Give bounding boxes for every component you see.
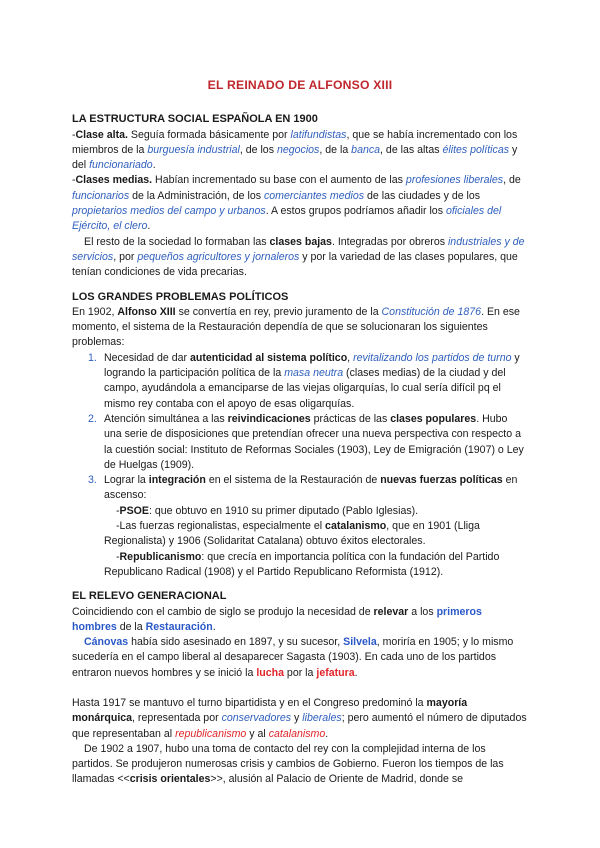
document-page: [72, 78, 528, 788]
section-heading-relevo: EL RELEVO GENERACIONAL: [72, 590, 227, 603]
paragraph-relevo-intro: Coincidiendo con el cambio de siglo se produjo la necesidad de relevar a los primeros hombres de la Restauración.: [72, 605, 482, 633]
paragraph-crisis: De 1902 a 1907, hubo una toma de contacto del rey con la complejidad interna de los partidos. Se produjeron numerosas crisis y cambios de Gobierno. Fueron los tiempos de las llamadas <<crisis orientales>>, alusión al Palacio de Oriente de Madrid, donde se: [72, 742, 504, 786]
section-heading-problemas: LOS GRANDES PROBLEMAS POLÍTICOS: [72, 290, 289, 303]
paragraph-clases-medias: -Clases medias. Habían incrementado su base con el aumento de las profesiones liberales, de funcionarios de la Administración, de los comerciantes medios de las ciudades y de los propietarios medios del campo y urbanos. A estos grupos podríamos añadir los oficiales del Ejército, el clero.: [72, 174, 521, 233]
sub-item-psoe: -PSOE: que obtuvo en 1910 su primer diputado (Pablo Iglesias).: [116, 504, 419, 517]
sub-list: [72, 504, 528, 580]
sub-item-republicanismo: -Republicanismo: que crecía en importancia política con la fundación del Partido Republicano Radical (1908) y el Partido Republicano Reformista (1912).: [104, 550, 500, 578]
section-heading-social: LA ESTRUCTURA SOCIAL ESPAÑOLA EN 1900: [72, 113, 318, 126]
sub-item-regionalistas: -Las fuerzas regionalistas, especialmente el catalanismo, que en 1901 (Lliga Regionalista) y 1906 (Solidaritat Catalana) obtuvo éxitos electorales.: [104, 520, 480, 548]
list-item: 3. Lograr la integración en el sistema de la Restauración de nuevas fuerzas políticas en ascenso:: [88, 474, 518, 502]
problems-list: [72, 351, 528, 504]
paragraph-clases-bajas: El resto de la sociedad lo formaban las clases bajas. Integradas por obreros industriales y de servicios, por pequeños agricultores y jornaleros y por la variedad de las clases populares, que tenían condiciones de vida precarias.: [72, 235, 525, 279]
paragraph-canovas: Cánovas había sido asesinado en 1897, y su sucesor, Silvela, moriría en 1905; y lo mismo sucedería en el campo liberal al desaparecer Sagasta (1903). En cada uno de los partidos entraron nuevos hombres y se inició la lucha por la jefatura.: [72, 636, 514, 679]
paragraph-intro-alfonso: En 1902, Alfonso XIII se convertía en rey, previo juramento de la Constitución de 1876. En ese momento, el sistema de la Restauración dependía de que se solucionaran los siguientes problemas:: [72, 305, 520, 349]
paragraph-clase-alta: -Clase alta. Seguía formada básicamente por latifundistas, que se había incrementado con los miembros de la burguesía industrial, de los negocios, de la banca, de las altas élites políticas y del funcionariado.: [72, 128, 518, 172]
document-title: EL REINADO DE ALFONSO XIII: [207, 78, 393, 92]
list-item: 1. Necesidad de dar autenticidad al sistema político, revitalizando los partidos de turno y logrando la participación política de la masa neutra (clases medias) de la ciudad y del campo, ayudándola a emanciparse de las viejas oligarquías, lo cual sería difícil pq el mismo rey contaba con el apoyo de esas oligarquías.: [88, 351, 520, 410]
paragraph-turno: Hasta 1917 se mantuvo el turno bipartidista y en el Congreso predominó la mayoría monárquica, representada por conservadores y liberales; pero aumentó el número de diputados que representaban al republicanismo y al catalanismo.: [72, 696, 527, 740]
list-item: 2. Atención simultánea a las reivindicaciones prácticas de las clases populares. Hubo una serie de disposiciones que pretendían ofrecer una nueva perspectiva con respecto a la cuestión social: Instituto de Reformas Sociales (1903), Ley de Emigración (1907) o Ley de Huelgas (1909).: [88, 412, 524, 471]
